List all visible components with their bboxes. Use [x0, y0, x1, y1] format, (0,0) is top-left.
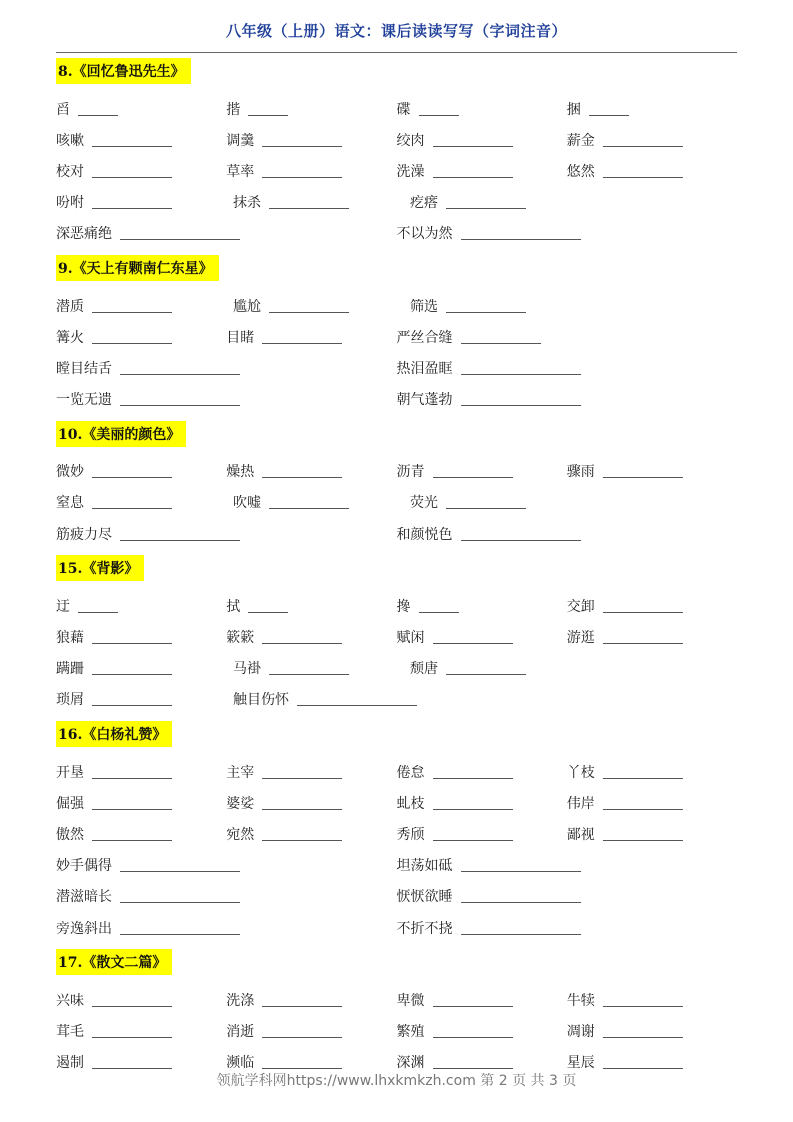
vocab-word: 繁殖	[396, 1023, 425, 1040]
vocab-word: 马褂	[233, 661, 261, 678]
word-row	[56, 218, 737, 249]
pinyin-answer-blank[interactable]	[433, 839, 513, 841]
vocab-item	[567, 130, 737, 150]
section-title: 16.《白杨礼赞》	[56, 721, 172, 747]
pinyin-answer-blank[interactable]	[262, 476, 342, 478]
pinyin-answer-blank[interactable]	[446, 207, 526, 209]
vocab-word: 婆娑	[226, 795, 255, 812]
pinyin-answer-blank[interactable]	[92, 207, 172, 209]
pinyin-answer-blank[interactable]	[78, 611, 118, 613]
vocab-word: 不以为然	[396, 226, 453, 243]
vocab-item	[56, 762, 226, 782]
vocab-word: 游逛	[566, 630, 595, 647]
vocab-word: 筋疲力尽	[56, 526, 112, 543]
vocab-word: 草率	[226, 163, 255, 180]
pinyin-answer-blank[interactable]	[248, 114, 288, 116]
vocab-item	[56, 918, 397, 938]
word-row	[56, 290, 737, 321]
vocab-item	[226, 762, 396, 782]
word-row	[56, 352, 737, 383]
vocab-word: 朝气蓬勃	[396, 392, 453, 409]
pinyin-answer-blank[interactable]	[603, 839, 683, 841]
vocab-item	[397, 223, 738, 243]
vocab-word: 深渊	[396, 1055, 425, 1072]
vocab-word: 吹嘘	[233, 495, 261, 512]
pinyin-answer-blank[interactable]	[262, 176, 342, 178]
vocab-word: 虬枝	[396, 795, 425, 812]
vocab-word: 茸毛	[56, 1023, 84, 1040]
vocab-item	[397, 161, 567, 181]
vocab-word: 狼藉	[56, 630, 84, 647]
vocab-word: 伟岸	[566, 795, 595, 812]
vocab-word: 宛然	[226, 826, 255, 843]
vocab-item	[567, 1021, 737, 1041]
vocab-word: 瞠目结舌	[56, 360, 112, 377]
vocab-item	[56, 855, 397, 875]
vocab-item	[567, 824, 737, 844]
vocab-item	[233, 192, 410, 212]
vocab-word: 校对	[56, 163, 84, 180]
section-title: 17.《散文二篇》	[56, 949, 172, 975]
vocab-item	[397, 596, 567, 616]
vocab-word: 沥青	[396, 464, 425, 481]
vocab-item	[567, 990, 737, 1010]
pinyin-answer-blank[interactable]	[603, 642, 683, 644]
page-footer: 领航学科网https://www.lhxkmkzh.com 第 2 页 共 3 页	[216, 1073, 577, 1089]
word-row	[56, 321, 737, 352]
vocab-item	[567, 99, 737, 119]
word-row	[56, 93, 737, 124]
vocab-item	[397, 327, 738, 347]
vocab-item	[410, 658, 587, 678]
vocab-item	[56, 596, 226, 616]
word-row	[56, 384, 737, 415]
vocab-item	[233, 658, 410, 678]
pinyin-answer-blank[interactable]	[92, 476, 172, 478]
pinyin-answer-blank[interactable]	[419, 114, 459, 116]
vocab-word: 不折不挠	[396, 920, 453, 937]
pinyin-answer-blank[interactable]	[120, 933, 240, 935]
pinyin-answer-blank[interactable]	[433, 145, 513, 147]
lesson-section	[56, 255, 737, 415]
pinyin-answer-blank[interactable]	[603, 1036, 683, 1038]
pinyin-answer-blank[interactable]	[262, 342, 342, 344]
word-row	[56, 621, 737, 652]
vocab-word: 坦荡如砥	[396, 858, 453, 875]
vocab-word: 遏制	[56, 1055, 84, 1072]
word-row	[56, 1015, 737, 1046]
pinyin-answer-blank[interactable]	[603, 777, 683, 779]
vocab-word: 筛选	[410, 298, 438, 315]
worksheet-content	[56, 58, 737, 1084]
vocab-item	[56, 824, 226, 844]
vocab-word: 深恶痛绝	[56, 226, 112, 243]
pinyin-answer-blank[interactable]	[446, 507, 526, 509]
vocab-word: 薪金	[566, 132, 595, 149]
vocab-item	[226, 161, 396, 181]
vocab-word: 拭	[226, 598, 241, 615]
word-row	[56, 653, 737, 684]
pinyin-answer-blank[interactable]	[446, 673, 526, 675]
word-row	[56, 155, 737, 186]
vocab-item	[397, 793, 567, 813]
pinyin-answer-blank[interactable]	[603, 808, 683, 810]
word-row	[56, 850, 737, 881]
vocab-word: 篝火	[56, 329, 84, 346]
vocab-item	[56, 461, 226, 481]
vocab-word: 揩	[226, 101, 241, 118]
vocab-word: 咳嗽	[56, 132, 84, 149]
pinyin-answer-blank[interactable]	[461, 933, 581, 935]
vocab-item	[56, 793, 226, 813]
pinyin-answer-blank[interactable]	[120, 870, 240, 872]
word-row	[56, 912, 737, 943]
vocab-item	[56, 192, 233, 212]
vocab-word: 凋谢	[566, 1023, 595, 1040]
section-title: 9.《天上有颗南仁东星》	[56, 255, 219, 281]
pinyin-answer-blank[interactable]	[419, 611, 459, 613]
vocab-item	[567, 762, 737, 782]
vocab-word: 卑微	[396, 992, 425, 1009]
vocab-word: 倦怠	[396, 764, 425, 781]
vocab-item	[397, 855, 738, 875]
vocab-word: 开垦	[56, 764, 84, 781]
lesson-section	[56, 721, 737, 943]
vocab-item	[397, 358, 738, 378]
pinyin-answer-blank[interactable]	[603, 611, 683, 613]
vocab-item	[56, 327, 226, 347]
pinyin-answer-blank[interactable]	[603, 176, 683, 178]
pinyin-answer-blank[interactable]	[92, 342, 172, 344]
vocab-word: 簌簌	[226, 630, 255, 647]
pinyin-answer-blank[interactable]	[603, 476, 683, 478]
vocab-item	[56, 524, 397, 544]
vocab-item	[410, 492, 587, 512]
pinyin-answer-blank[interactable]	[92, 839, 172, 841]
pinyin-answer-blank[interactable]	[461, 373, 581, 375]
vocab-word: 触目伤怀	[233, 692, 289, 709]
vocab-item	[56, 627, 226, 647]
pinyin-answer-blank[interactable]	[461, 404, 581, 406]
pinyin-answer-blank[interactable]	[92, 777, 172, 779]
word-row	[56, 124, 737, 155]
vocab-item	[226, 327, 396, 347]
pinyin-answer-blank[interactable]	[603, 145, 683, 147]
vocab-item	[56, 389, 397, 409]
pinyin-answer-blank[interactable]	[461, 238, 581, 240]
vocab-item	[397, 918, 738, 938]
vocab-item	[226, 461, 396, 481]
vocab-word: 一览无遗	[56, 392, 112, 409]
vocab-word: 调羹	[226, 132, 255, 149]
vocab-word: 消逝	[226, 1023, 255, 1040]
vocab-item	[567, 627, 737, 647]
vocab-item	[56, 1021, 226, 1041]
pinyin-answer-blank[interactable]	[446, 311, 526, 313]
word-row	[56, 684, 737, 715]
pinyin-answer-blank[interactable]	[433, 1005, 513, 1007]
word-row	[56, 984, 737, 1015]
vocab-item	[226, 99, 396, 119]
vocab-word: 悠然	[566, 163, 595, 180]
vocab-word: 妙手偶得	[56, 858, 112, 875]
pinyin-answer-blank[interactable]	[269, 507, 349, 509]
pinyin-answer-blank[interactable]	[297, 704, 417, 706]
vocab-item	[567, 461, 737, 481]
pinyin-answer-blank[interactable]	[433, 642, 513, 644]
section-title: 10.《美丽的颜色》	[56, 421, 186, 447]
vocab-word: 傲然	[56, 826, 84, 843]
vocab-item	[56, 990, 226, 1010]
vocab-word: 琐屑	[56, 692, 84, 709]
vocab-word: 迂	[56, 598, 70, 615]
vocab-word: 抹杀	[233, 195, 261, 212]
vocab-word: 荧光	[410, 495, 438, 512]
pinyin-answer-blank[interactable]	[248, 611, 288, 613]
vocab-item	[226, 824, 396, 844]
vocab-item	[567, 793, 737, 813]
vocab-item	[226, 990, 396, 1010]
vocab-item	[397, 1021, 567, 1041]
vocab-word: 和颜悦色	[396, 526, 453, 543]
pinyin-answer-blank[interactable]	[262, 777, 342, 779]
pinyin-answer-blank[interactable]	[262, 1005, 342, 1007]
section-title: 15.《背影》	[56, 555, 144, 581]
vocab-item	[56, 296, 233, 316]
pinyin-answer-blank[interactable]	[262, 808, 342, 810]
vocab-item	[410, 296, 587, 316]
pinyin-answer-blank[interactable]	[433, 1067, 513, 1069]
pinyin-answer-blank[interactable]	[92, 311, 172, 313]
pinyin-answer-blank[interactable]	[262, 642, 342, 644]
vocab-word: 微妙	[56, 464, 84, 481]
vocab-word: 尴尬	[233, 298, 261, 315]
page-header-title: 八年级（上册）语文：课后读读写写（字词注音）	[225, 22, 567, 40]
vocab-item	[397, 130, 567, 150]
vocab-word: 丫枝	[566, 764, 595, 781]
vocab-word: 赋闲	[396, 630, 425, 647]
pinyin-answer-blank[interactable]	[120, 238, 240, 240]
pinyin-answer-blank[interactable]	[461, 870, 581, 872]
word-row	[56, 518, 737, 549]
word-row	[56, 187, 737, 218]
vocab-word: 秀颀	[396, 826, 425, 843]
pinyin-answer-blank[interactable]	[120, 901, 240, 903]
vocab-word: 目睹	[226, 329, 255, 346]
pinyin-answer-blank[interactable]	[262, 1036, 342, 1038]
vocab-item	[226, 1021, 396, 1041]
pinyin-answer-blank[interactable]	[262, 145, 342, 147]
pinyin-answer-blank[interactable]	[120, 539, 240, 541]
vocab-word: 碟	[396, 101, 411, 118]
vocab-item	[226, 130, 396, 150]
pinyin-answer-blank[interactable]	[603, 1005, 683, 1007]
pinyin-answer-blank[interactable]	[269, 207, 349, 209]
pinyin-answer-blank[interactable]	[120, 404, 240, 406]
pinyin-answer-blank[interactable]	[433, 808, 513, 810]
pinyin-answer-blank[interactable]	[262, 1067, 342, 1069]
vocab-item	[233, 296, 410, 316]
pinyin-answer-blank[interactable]	[92, 642, 172, 644]
pinyin-answer-blank[interactable]	[92, 808, 172, 810]
vocab-word: 潜质	[56, 298, 84, 315]
pinyin-answer-blank[interactable]	[433, 476, 513, 478]
pinyin-answer-blank[interactable]	[78, 114, 118, 116]
vocab-item	[56, 130, 226, 150]
vocab-word: 绞肉	[396, 132, 425, 149]
word-row	[56, 456, 737, 487]
vocab-item	[56, 492, 233, 512]
vocab-word: 搀	[396, 598, 411, 615]
vocab-word: 牛犊	[566, 992, 595, 1009]
vocab-item	[226, 793, 396, 813]
vocab-item	[410, 192, 587, 212]
vocab-item	[56, 358, 397, 378]
word-row	[56, 787, 737, 818]
vocab-item	[56, 223, 397, 243]
vocab-word: 旁逸斜出	[56, 920, 112, 937]
vocab-item	[56, 689, 233, 709]
vocab-word: 捆	[566, 101, 581, 118]
lesson-section	[56, 555, 737, 715]
vocab-item	[397, 886, 738, 906]
pinyin-answer-blank[interactable]	[461, 901, 581, 903]
word-row	[56, 590, 737, 621]
word-row	[56, 487, 737, 518]
pinyin-answer-blank[interactable]	[269, 673, 349, 675]
vocab-word: 倔强	[56, 795, 84, 812]
vocab-word: 洗澡	[396, 163, 425, 180]
lesson-section	[56, 421, 737, 550]
pinyin-answer-blank[interactable]	[92, 673, 172, 675]
word-row	[56, 756, 737, 787]
vocab-word: 严丝合缝	[396, 329, 453, 346]
lesson-section	[56, 949, 737, 1078]
pinyin-answer-blank[interactable]	[92, 176, 172, 178]
vocab-item	[56, 99, 226, 119]
vocab-word: 星辰	[566, 1055, 595, 1072]
vocab-item	[56, 886, 397, 906]
vocab-item	[397, 389, 738, 409]
vocab-item	[397, 762, 567, 782]
vocab-word: 兴味	[56, 992, 84, 1009]
pinyin-answer-blank[interactable]	[433, 777, 513, 779]
vocab-item	[397, 461, 567, 481]
vocab-word: 主宰	[226, 764, 255, 781]
vocab-item	[233, 492, 410, 512]
lesson-section	[56, 58, 737, 249]
pinyin-answer-blank[interactable]	[262, 839, 342, 841]
vocab-item	[397, 824, 567, 844]
pinyin-answer-blank[interactable]	[92, 507, 172, 509]
vocab-word: 热泪盈眶	[396, 360, 453, 377]
vocab-word: 骤雨	[566, 464, 595, 481]
header-divider	[56, 52, 737, 53]
vocab-word: 濒临	[226, 1055, 255, 1072]
pinyin-answer-blank[interactable]	[269, 311, 349, 313]
vocab-word: 窒息	[56, 495, 84, 512]
vocab-item	[226, 596, 396, 616]
vocab-item	[56, 658, 233, 678]
pinyin-answer-blank[interactable]	[433, 176, 513, 178]
word-row	[56, 818, 737, 849]
pinyin-answer-blank[interactable]	[589, 114, 629, 116]
word-row	[56, 881, 737, 912]
vocab-word: 疙瘩	[410, 195, 438, 212]
section-title: 8.《回忆鲁迅先生》	[56, 58, 191, 84]
vocab-item	[233, 689, 587, 709]
vocab-word: 潜滋暗长	[56, 889, 112, 906]
pinyin-answer-blank[interactable]	[603, 1067, 683, 1069]
vocab-word: 鄙视	[566, 826, 595, 843]
pinyin-answer-blank[interactable]	[92, 704, 172, 706]
vocab-word: 蹒跚	[56, 661, 84, 678]
vocab-item	[56, 161, 226, 181]
vocab-word: 燥热	[226, 464, 255, 481]
vocab-item	[397, 627, 567, 647]
pinyin-answer-blank[interactable]	[92, 1005, 172, 1007]
vocab-word: 恹恹欲睡	[396, 889, 453, 906]
vocab-word: 交卸	[566, 598, 595, 615]
vocab-word: 颓唐	[410, 661, 438, 678]
pinyin-answer-blank[interactable]	[433, 1036, 513, 1038]
pinyin-answer-blank[interactable]	[461, 539, 581, 541]
vocab-word: 舀	[56, 101, 70, 118]
vocab-item	[226, 627, 396, 647]
vocab-item	[397, 99, 567, 119]
pinyin-answer-blank[interactable]	[92, 1036, 172, 1038]
pinyin-answer-blank[interactable]	[461, 342, 541, 344]
vocab-item	[567, 596, 737, 616]
pinyin-answer-blank[interactable]	[92, 145, 172, 147]
vocab-word: 洗涤	[226, 992, 255, 1009]
vocab-item	[397, 524, 738, 544]
vocab-item	[567, 161, 737, 181]
pinyin-answer-blank[interactable]	[120, 373, 240, 375]
vocab-word: 吩咐	[56, 195, 84, 212]
pinyin-answer-blank[interactable]	[92, 1067, 172, 1069]
vocab-item	[397, 990, 567, 1010]
